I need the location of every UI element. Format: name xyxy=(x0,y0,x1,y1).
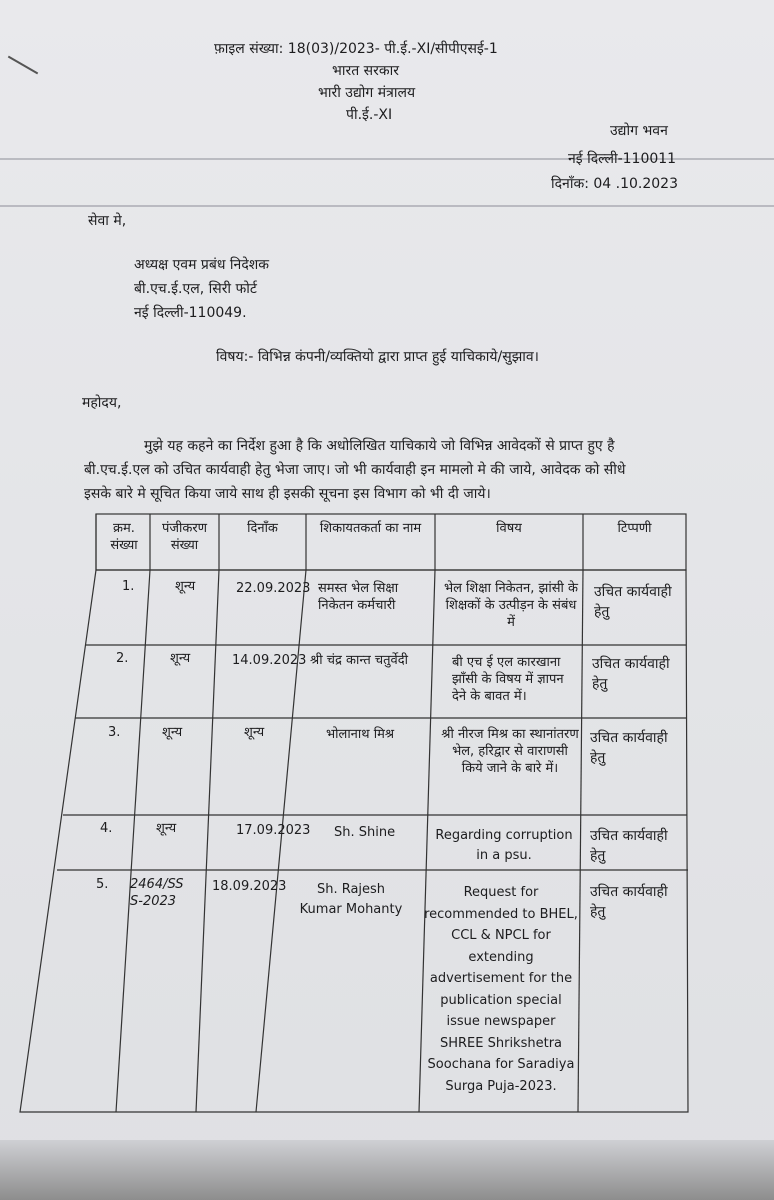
column-header-subject: विषय xyxy=(496,521,522,536)
row-3-complainant: भोलानाथ मिश्र xyxy=(326,727,395,742)
addressee-organisation: बी.एच.ई.एल, सिरी फोर्ट xyxy=(134,281,257,297)
column-header-registration: पंजीकरण संख्या xyxy=(161,521,208,553)
column-header-serial: क्रम. संख्या xyxy=(110,521,138,553)
row-5-registration: 2464/SSS-2023 xyxy=(130,877,184,909)
row-4-date: 17.09.2023 xyxy=(236,823,311,838)
building-name: उद्योग भवन xyxy=(610,123,668,139)
row-4-complainant: Sh. Shine xyxy=(334,825,396,840)
row-2-serial: 2. xyxy=(116,651,129,666)
row-2-complainant: श्री चंद्र कान्त चतुर्वेदी xyxy=(310,653,409,668)
row-1-complainant: समस्त भेल सिक्षा निकेतन कर्मचारी xyxy=(318,581,399,613)
office-city: नई दिल्ली-110011 xyxy=(568,151,677,167)
row-4-remark: उचित कार्यवाही हेतु xyxy=(590,828,668,864)
column-header-remark: टिप्पणी xyxy=(617,521,652,536)
row-5-subject: Request for recommended to BHEL, CCL & NPCL for extending advertisement for the publication special issue newspaper SHREE Shrikshetra Soochana for Saradiya Surga Puja-2023. xyxy=(424,885,578,1094)
row-1-remark: उचित कार्यवाही हेतु xyxy=(594,584,672,620)
row-5-serial: 5. xyxy=(96,877,109,892)
row-4-subject: Regarding corruption in a psu. xyxy=(435,828,573,863)
row-1-registration: शून्य xyxy=(175,579,196,594)
addressee-city: नई दिल्ली-110049. xyxy=(134,305,247,321)
row-4-serial: 4. xyxy=(100,821,113,836)
row-2-remark: उचित कार्यवाही हेतु xyxy=(592,656,670,692)
column-header-complainant: शिकायतकर्ता का नाम xyxy=(319,521,422,536)
row-3-serial: 3. xyxy=(108,725,121,740)
row-3-remark: उचित कार्यवाही हेतु xyxy=(590,730,668,766)
row-1-serial: 1. xyxy=(122,579,135,594)
row-4-registration: शून्य xyxy=(156,821,177,836)
row-2-date: 14.09.2023 xyxy=(232,653,307,668)
addressee-designation: अध्यक्ष एवम प्रबंध निदेशक xyxy=(134,257,270,273)
letter-date: दिनाँक: 04 .10.2023 xyxy=(551,176,678,192)
subject-line: विषय:- विभिन्न कंपनी/व्यक्तियो द्वारा प्राप्त हुई याचिकाये/सुझाव। xyxy=(216,349,539,365)
row-3-subject: श्री नीरज मिश्र का स्थानांतरण भेल, हरिद्वार से वाराणसी किये जाने के बारे में। xyxy=(441,727,579,776)
file-number: फ़ाइल संख्या: 18(03)/2023- पी.ई.-XI/सीपीएसई-1 xyxy=(214,41,498,57)
section-name: पी.ई.-XI xyxy=(346,107,393,123)
row-2-registration: शून्य xyxy=(170,651,191,666)
row-2-subject: बी एच ई एल कारखाना झाँसी के विषय में ज्ञापन देने के बावत में। xyxy=(452,655,564,704)
salutation: महोदय, xyxy=(82,395,122,411)
salutation-to: सेवा मे, xyxy=(88,213,127,229)
row-3-date: शून्य xyxy=(244,725,265,740)
column-header-date: दिनाँक xyxy=(247,521,278,536)
table-surface-shadow xyxy=(0,1140,774,1200)
row-5-date: 18.09.2023 xyxy=(212,879,287,894)
body-paragraph: मुझे यह कहने का निर्देश हुआ है कि अधोलिखित याचिकाये जो विभिन्न आवेदकों से प्राप्त हुए है बी.एच.ई.एल को उचित कार्यवाही हेतु भेजा जाए। जो भी कार्यवाही इन मामलो मे की जाये, आवेदक को सीधे इसके बारे मे सूचित किया जाये साथ ही इसकी सूचना इस विभाग को भी दी जाये। xyxy=(84,438,626,502)
row-1-date: 22.09.2023 xyxy=(236,581,311,596)
government-name: भारत सरकार xyxy=(332,63,399,79)
row-5-complainant: Sh. Rajesh Kumar Mohanty xyxy=(299,882,403,917)
row-3-registration: शून्य xyxy=(162,725,183,740)
row-1-subject: भेल शिक्षा निकेतन, झांसी के शिक्षकों के उत्पीड़न के संबंध में xyxy=(443,581,579,630)
ministry-name: भारी उद्योग मंत्रालय xyxy=(318,85,416,101)
row-5-remark: उचित कार्यवाही हेतु xyxy=(590,884,668,920)
